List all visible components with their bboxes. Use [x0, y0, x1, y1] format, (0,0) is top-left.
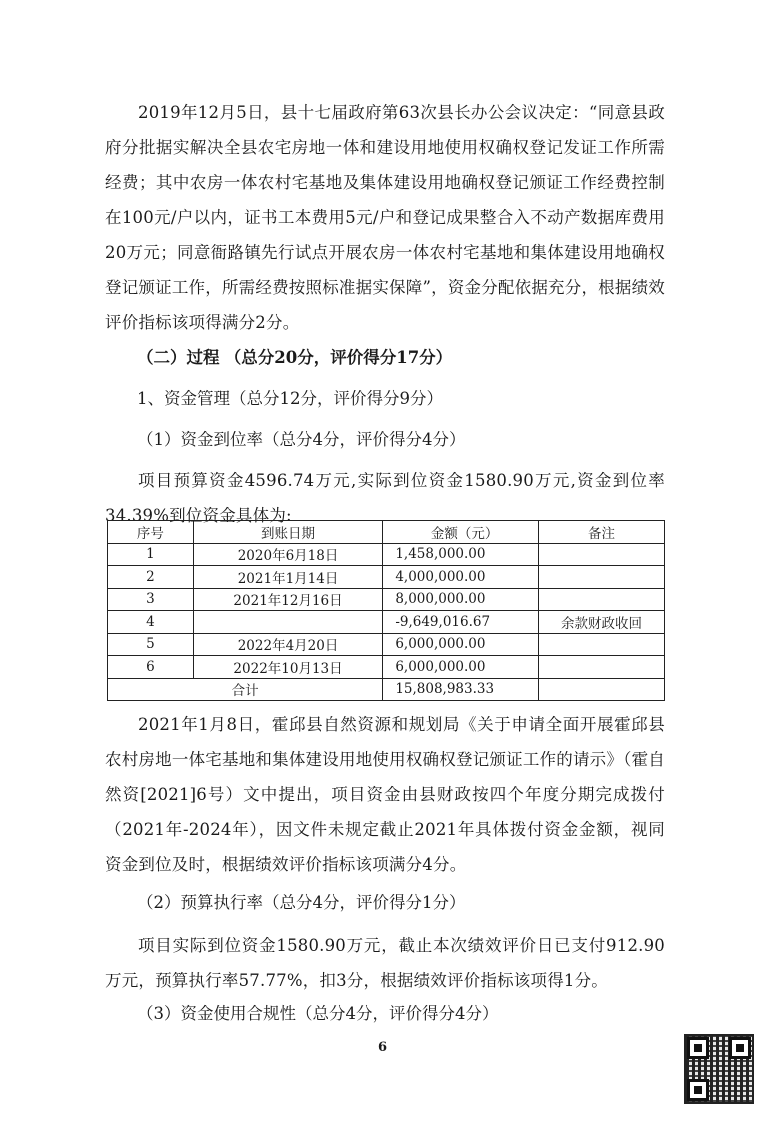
qr-finder-icon	[729, 1037, 751, 1059]
cell-note	[538, 633, 664, 656]
cell-date: 2021年1月14日	[193, 566, 383, 589]
cell-seq: 6	[108, 656, 194, 679]
paragraph-funding-decision: 2019年12月5日，县十七届政府第63次县长办公会议决定：“同意县政府分批据实解决全县农宅房地一体和建设用地使用权确权登记发证工作所需经费；其中农房一体农村宅基地及集体建设用地确权登记颁证工作经费控制在100元/户以内，证书工本费用5元/户和登记成果整合入不动产数据库费用20万元；同意衙路镇先行试点开展农房一体农村宅基地和集体建设用地确权登记颁证工作，所需经费按照标准据实保障”，资金分配依据充分，根据绩效评价指标该项得满分2分。	[105, 103, 665, 332]
header-amount: 金额（元）	[383, 521, 539, 544]
qr-finder-icon	[687, 1037, 709, 1059]
subheading-fund-arrival-rate: （1）资金到位率（总分4分，评价得分4分）	[137, 430, 466, 449]
cell-amount: 1,458,000.00	[383, 543, 539, 566]
section-heading-score: （总分20分，评价得分17分）	[224, 348, 453, 367]
subheading-fund-management: 1、资金管理（总分12分，评价得分9分）	[137, 389, 443, 408]
paragraph-budget-execution: 项目实际到位资金1580.90万元，截止本次绩效评价日已支付912.90万元，预算执行率57.77%，扣3分，根据绩效评价指标该项得1分。	[105, 936, 665, 990]
cell-date: 2022年4月20日	[193, 633, 383, 656]
cell-note	[538, 588, 664, 611]
table-header-row	[108, 521, 665, 544]
table-row	[108, 633, 665, 656]
header-note: 备注	[538, 521, 664, 544]
table-row	[108, 566, 665, 589]
table-row	[108, 588, 665, 611]
cell-amount: 8,000,000.00	[383, 588, 539, 611]
cell-note	[538, 543, 664, 566]
subheading-fund-compliance: （3）资金使用合规性（总分4分，评价得分4分）	[137, 1004, 499, 1023]
page-number: 6	[378, 1040, 388, 1055]
table-row	[108, 611, 665, 634]
cell-note	[538, 656, 664, 679]
section-heading-title: （二）过程	[137, 348, 220, 367]
subheading-budget-execution: （2）预算执行率（总分4分，评价得分1分）	[137, 893, 466, 912]
cell-seq: 2	[108, 566, 194, 589]
section-heading-process	[137, 340, 452, 375]
cell-note: 余款财政收回	[538, 611, 664, 634]
cell-total-label: 合计	[108, 678, 383, 701]
cell-amount: 4,000,000.00	[383, 566, 539, 589]
cell-seq: 5	[108, 633, 194, 656]
cell-total-amount: 15,808,983.33	[383, 678, 539, 701]
cell-note	[538, 566, 664, 589]
cell-date: 2020年6月18日	[193, 543, 383, 566]
paragraph-fund-timeliness: 2021年1月8日，霍邱县自然资源和规划局《关于申请全面开展霍邱县农村房地一体宅基地和集体建设用地使用权确权登记颁证工作的请示》（霍自然资[2021]6号）文中提出，项目资金由县财政按四个年度分期完成拨付（2021年-2024年），因文件未规定截止2021年具体拨付资金金额，视同资金到位及时，根据绩效评价指标该项满分4分。	[105, 715, 665, 874]
qr-code-icon	[686, 1036, 752, 1102]
cell-date: 2022年10月13日	[193, 656, 383, 679]
qr-finder-icon	[687, 1079, 709, 1101]
header-date: 到账日期	[193, 521, 383, 544]
cell-seq: 3	[108, 588, 194, 611]
table-row	[108, 656, 665, 679]
table-row	[108, 543, 665, 566]
cell-date: 2021年12月16日	[193, 588, 383, 611]
header-seq: 序号	[108, 521, 194, 544]
cell-seq: 4	[108, 611, 194, 634]
cell-amount: 6,000,000.00	[383, 633, 539, 656]
cell-seq: 1	[108, 543, 194, 566]
cell-total-note	[538, 678, 664, 701]
cell-amount: 6,000,000.00	[383, 656, 539, 679]
cell-date	[193, 611, 383, 634]
cell-amount: -9,649,016.67	[383, 611, 539, 634]
table-total-row	[108, 678, 665, 701]
funds-arrival-table	[107, 520, 665, 701]
paragraph-fund-arrival: 项目预算资金4596.74万元,实际到位资金1580.90万元,资金到位率34.39%到位资金具体为:	[105, 471, 665, 525]
